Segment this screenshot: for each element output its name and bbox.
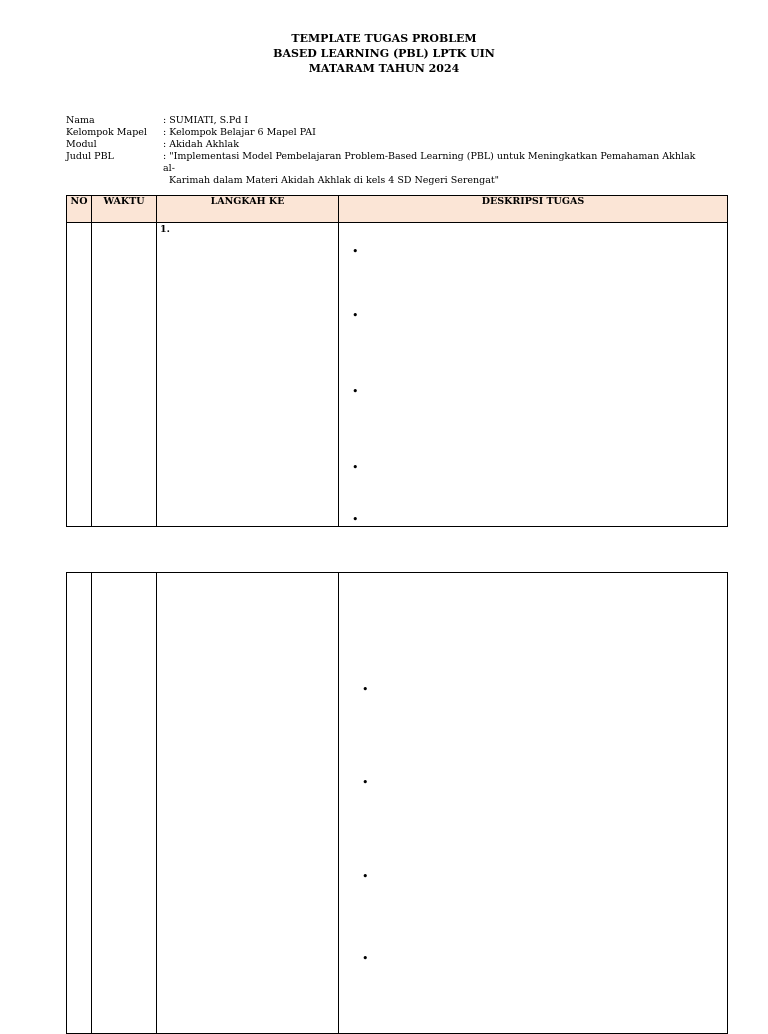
cell-no (67, 223, 92, 527)
modul-label: Modul (66, 139, 97, 150)
nama-label: Nama (66, 115, 95, 126)
title-line-2: BASED LEARNING (PBL) LPTK UIN (273, 47, 495, 60)
header-no: NO (67, 196, 92, 223)
judul-value-line-2: Karimah dalam Materi Akidah Akhlak di kels 4 SD Negeri Serengat" (169, 175, 500, 186)
table-header-row (67, 196, 728, 223)
judul-label: Judul PBL (66, 151, 114, 162)
judul-value (163, 151, 706, 187)
cell-no (67, 573, 92, 1034)
cell-waktu (92, 573, 157, 1034)
header-waktu: WAKTU (92, 196, 157, 223)
title-line-1: TEMPLATE TUGAS PROBLEM (291, 32, 477, 45)
document-title (0, 31, 768, 76)
table-row (67, 573, 728, 1034)
title-line-3: MATARAM TAHUN 2024 (308, 62, 460, 75)
modul-value: : Akidah Akhlak (163, 139, 239, 150)
list-bullet: • (352, 461, 359, 474)
list-bullet: • (362, 776, 369, 789)
task-table-1 (66, 195, 728, 527)
info-row-modul (66, 139, 706, 151)
nama-value: : SUMIATI, S.Pd I (163, 115, 249, 126)
list-bullet: • (352, 513, 359, 526)
cell-waktu (92, 223, 157, 527)
table-row (67, 223, 728, 527)
header-langkah: LANGKAH KE (157, 196, 339, 223)
judul-value-line-1: : "Implementasi Model Pembelajaran Problem-Based Learning (PBL) untuk Meningkatkan Pemahaman Akhlak al- (163, 151, 696, 174)
info-row-judul (66, 151, 706, 187)
info-row-kelompok (66, 127, 706, 139)
cell-langkah (157, 573, 339, 1034)
list-bullet: • (362, 683, 369, 696)
list-bullet: • (352, 245, 359, 258)
list-bullet: • (362, 952, 369, 965)
info-row-nama (66, 115, 706, 127)
task-table-2 (66, 572, 728, 1034)
cell-deskripsi (339, 573, 728, 1034)
cell-langkah (157, 223, 339, 527)
step-number: 1. (160, 224, 170, 235)
kelompok-label: Kelompok Mapel (66, 127, 147, 138)
list-bullet: • (352, 309, 359, 322)
cell-deskripsi (339, 223, 728, 527)
identity-block (66, 115, 706, 187)
list-bullet: • (362, 870, 369, 883)
header-deskripsi: DESKRIPSI TUGAS (339, 196, 728, 223)
kelompok-value: : Kelompok Belajar 6 Mapel PAI (163, 127, 316, 138)
list-bullet: • (352, 385, 359, 398)
